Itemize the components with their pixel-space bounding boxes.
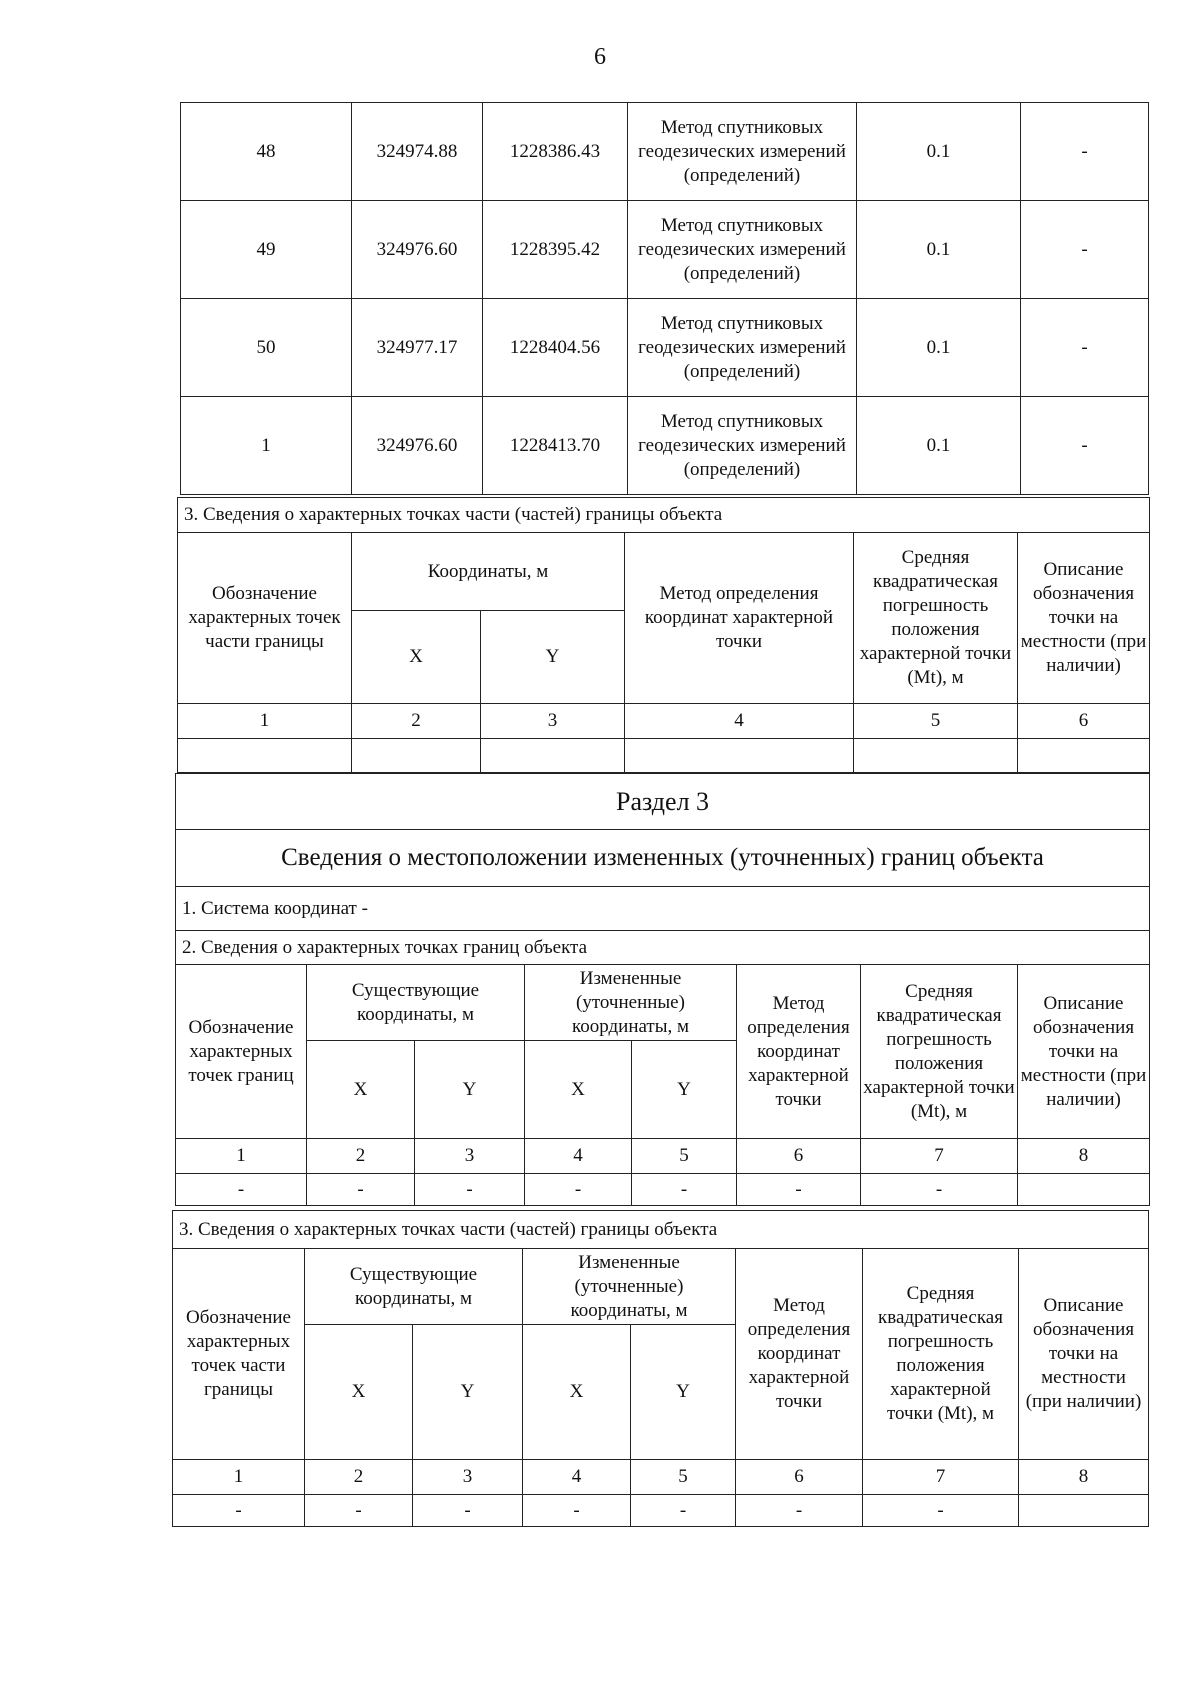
empty-value: - <box>305 1495 413 1527</box>
x-coordinate-cell: 324976.60 <box>352 397 483 495</box>
method-cell: Метод спутниковых геодезических измерений (определений) <box>628 103 857 201</box>
column-number: 3 <box>481 704 625 739</box>
column-number: 1 <box>176 1139 307 1174</box>
header-designation: Обозначение характерных точек границ <box>176 965 307 1139</box>
header-description: Описание обозначения точки на местности (при наличии) <box>1018 533 1150 704</box>
column-number: 2 <box>352 704 481 739</box>
method-cell: Метод спутниковых геодезических измерений (определений) <box>628 299 857 397</box>
empty-value: - <box>176 1174 307 1206</box>
column-number: 4 <box>525 1139 632 1174</box>
empty-value: - <box>863 1495 1019 1527</box>
x-coordinate-cell: 324976.60 <box>352 201 483 299</box>
header-existing-coordinates: Существующие координаты, м <box>305 1249 523 1325</box>
column-number: 1 <box>173 1460 305 1495</box>
empty-value: - <box>632 1174 737 1206</box>
point-number-cell: 1 <box>181 397 352 495</box>
description-cell: - <box>1021 201 1149 299</box>
column-number: 3 <box>415 1139 525 1174</box>
empty-value: - <box>413 1495 523 1527</box>
column-number: 2 <box>307 1139 415 1174</box>
column-number: 5 <box>631 1460 736 1495</box>
y-coordinate-cell: 1228395.42 <box>483 201 628 299</box>
description-cell: - <box>1021 299 1149 397</box>
part-points-table <box>177 497 1150 773</box>
part-points-title: 3. Сведения о характерных точках части (частей) границы объекта <box>173 1211 1149 1249</box>
part-points-title: 3. Сведения о характерных точках части (частей) границы объекта <box>178 498 1150 533</box>
point-number-cell: 50 <box>181 299 352 397</box>
column-number: 3 <box>413 1460 523 1495</box>
header-description: Описание обозначения точки на местности (при наличии) <box>1018 965 1150 1139</box>
empty-value: - <box>415 1174 525 1206</box>
header-changed-coordinates: Измененные (уточненные) координаты, м <box>523 1249 736 1325</box>
header-error: Средняя квадратическая погрешность положения характерной точки (Mt), м <box>863 1249 1019 1460</box>
empty-cell <box>625 739 854 773</box>
header-method: Метод определения координат характерной точки <box>625 533 854 704</box>
error-cell: 0.1 <box>857 103 1021 201</box>
empty-value: - <box>523 1495 631 1527</box>
table-row <box>181 397 1149 495</box>
x-coordinate-cell: 324974.88 <box>352 103 483 201</box>
section3-part-points-table <box>172 1210 1149 1527</box>
page-number: 6 <box>594 44 606 70</box>
empty-value: - <box>631 1495 736 1527</box>
header-y: Y <box>415 1041 525 1139</box>
column-number: 6 <box>736 1460 863 1495</box>
header-y: Y <box>413 1325 523 1460</box>
empty-value <box>1019 1495 1149 1527</box>
empty-value: - <box>525 1174 632 1206</box>
y-coordinate-cell: 1228413.70 <box>483 397 628 495</box>
column-number: 8 <box>1019 1460 1149 1495</box>
error-cell: 0.1 <box>857 201 1021 299</box>
header-existing-coordinates: Существующие координаты, м <box>307 965 525 1041</box>
section-subtitle: Сведения о местоположении измененных (уточненных) границ объекта <box>176 830 1150 887</box>
error-cell: 0.1 <box>857 299 1021 397</box>
empty-value: - <box>736 1495 863 1527</box>
header-changed-coordinates: Измененные (уточненные) координаты, м <box>525 965 737 1041</box>
column-number: 7 <box>863 1460 1019 1495</box>
column-number: 6 <box>737 1139 861 1174</box>
empty-value: - <box>737 1174 861 1206</box>
header-error: Средняя квадратическая погрешность положения характерной точки (Mt), м <box>861 965 1018 1139</box>
empty-cell <box>481 739 625 773</box>
coordinate-system: 1. Система координат - <box>176 887 1150 931</box>
x-coordinate-cell: 324977.17 <box>352 299 483 397</box>
points-table <box>180 102 1149 495</box>
method-cell: Метод спутниковых геодезических измерений (определений) <box>628 397 857 495</box>
header-description: Описание обозначения точки на местности (при наличии) <box>1019 1249 1149 1460</box>
section3-table <box>175 773 1150 1206</box>
empty-value: - <box>861 1174 1018 1206</box>
column-number: 5 <box>854 704 1018 739</box>
y-coordinate-cell: 1228404.56 <box>483 299 628 397</box>
empty-value: - <box>307 1174 415 1206</box>
column-number: 1 <box>178 704 352 739</box>
empty-cell <box>352 739 481 773</box>
header-method: Метод определения координат характерной точки <box>736 1249 863 1460</box>
column-number: 6 <box>1018 704 1150 739</box>
header-x: X <box>525 1041 632 1139</box>
method-cell: Метод спутниковых геодезических измерений (определений) <box>628 201 857 299</box>
header-y: Y <box>631 1325 736 1460</box>
table-row <box>181 299 1149 397</box>
header-y: Y <box>632 1041 737 1139</box>
header-coordinates: Координаты, м <box>352 533 625 611</box>
header-designation: Обозначение характерных точек части границы <box>173 1249 305 1460</box>
description-cell: - <box>1021 103 1149 201</box>
header-method: Метод определения координат характерной точки <box>737 965 861 1139</box>
header-designation: Обозначение характерных точек части границы <box>178 533 352 704</box>
column-number: 4 <box>625 704 854 739</box>
empty-cell <box>854 739 1018 773</box>
header-error: Средняя квадратическая погрешность положения характерной точки (Mt), м <box>854 533 1018 704</box>
table-row <box>181 103 1149 201</box>
column-number: 8 <box>1018 1139 1150 1174</box>
header-x: X <box>305 1325 413 1460</box>
header-x: X <box>523 1325 631 1460</box>
column-number: 5 <box>632 1139 737 1174</box>
description-cell: - <box>1021 397 1149 495</box>
empty-cell <box>1018 739 1150 773</box>
boundary-points-title: 2. Сведения о характерных точках границ объекта <box>176 931 1150 965</box>
column-number: 2 <box>305 1460 413 1495</box>
section-title: Раздел 3 <box>176 774 1150 830</box>
header-x: X <box>352 611 481 704</box>
y-coordinate-cell: 1228386.43 <box>483 103 628 201</box>
column-number: 4 <box>523 1460 631 1495</box>
column-number: 7 <box>861 1139 1018 1174</box>
header-x: X <box>307 1041 415 1139</box>
point-number-cell: 48 <box>181 103 352 201</box>
header-y: Y <box>481 611 625 704</box>
error-cell: 0.1 <box>857 397 1021 495</box>
empty-value: - <box>173 1495 305 1527</box>
empty-value <box>1018 1174 1150 1206</box>
table-row <box>181 201 1149 299</box>
point-number-cell: 49 <box>181 201 352 299</box>
empty-cell <box>178 739 352 773</box>
